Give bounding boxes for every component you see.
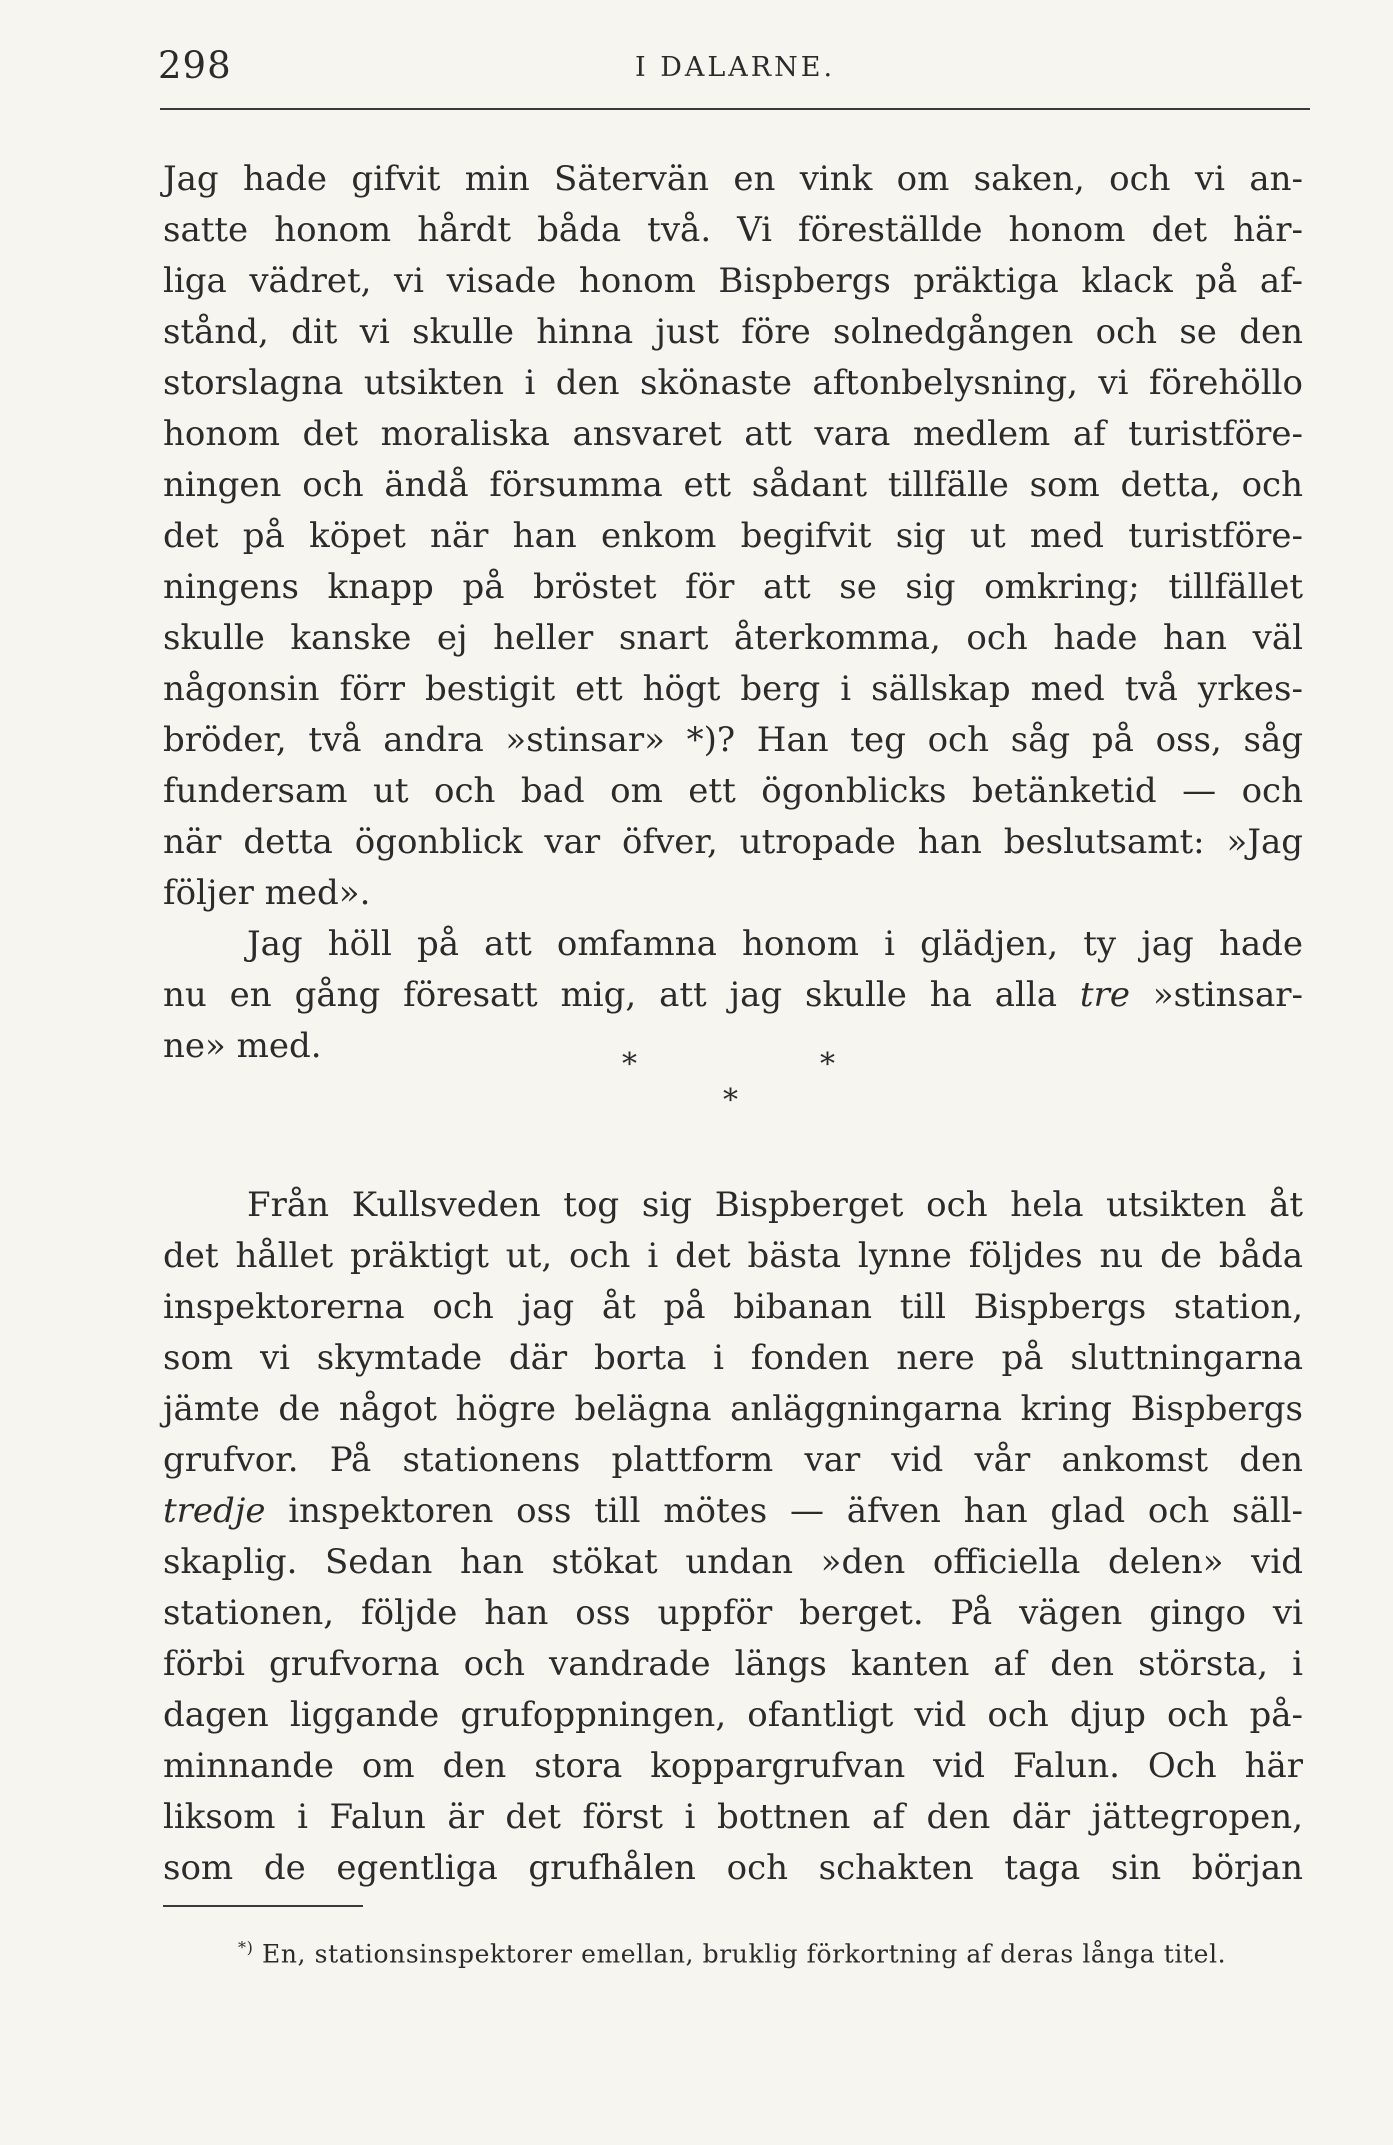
text-line: storslagna utsikten i den skönaste aftonbelysning, vi förehöllo	[163, 363, 1303, 403]
text-line: förbi grufvorna och vandrade längs kanten af den största, i	[163, 1644, 1303, 1684]
text-run: »stinsar-	[1129, 975, 1303, 1015]
footnote-text: En, stationsinspektorer emellan, bruklig förkortning af deras långa titel.	[253, 1939, 1227, 1969]
text-line: Från Kullsveden tog sig Bispberget och hela utsikten åt	[247, 1185, 1303, 1225]
text-line: satte honom hårdt båda två. Vi föreställde honom det här-	[163, 210, 1303, 250]
text-line: honom det moraliska ansvaret att vara medlem af turistföre-	[163, 414, 1303, 454]
text-line	[163, 1486, 1303, 1537]
text-line: ningens knapp på bröstet för att se sig omkring; tillfället	[163, 567, 1303, 607]
paragraph-1	[163, 154, 1303, 1072]
text-line: ne» med.	[163, 1026, 322, 1066]
text-line: som vi skymtade där borta i fonden nere på sluttningarna	[163, 1338, 1303, 1378]
text-line: fundersam ut och bad om ett ögonblicks betänketid — och	[163, 771, 1303, 811]
text-run: inspektoren oss till mötes — äfven han glad och säll-	[265, 1491, 1303, 1531]
text-line: någonsin förr bestigit ett högt berg i sällskap med två yrkes-	[163, 669, 1303, 709]
text-line: liksom i Falun är det först i bottnen af den där jättegropen,	[163, 1797, 1303, 1837]
text-line: bröder, två andra »stinsar» *)? Han teg och såg på oss, såg	[163, 720, 1303, 760]
text-line: liga vädret, vi visade honom Bispbergs präktiga klack på af-	[163, 261, 1303, 301]
text-line: stationen, följde han oss uppför berget. På vägen gingo vi	[163, 1593, 1303, 1633]
text-line: skulle kanske ej heller snart återkomma, och hade han väl	[163, 618, 1303, 658]
text-line: minnande om den stora koppargrufvan vid Falun. Och här	[163, 1746, 1303, 1786]
text-line: det på köpet när han enkom begifvit sig ut med turistföre-	[163, 516, 1303, 556]
text-line: Jag höll på att omfamna honom i glädjen, ty jag hade	[247, 924, 1303, 964]
italic-text-run: tre	[1079, 975, 1130, 1015]
footnote-marker: *)	[238, 1938, 254, 1957]
text-line	[163, 970, 1303, 1021]
italic-text-run: tredje	[163, 1491, 266, 1531]
text-line: grufvor. På stationens plattform var vid vår ankomst den	[163, 1440, 1303, 1480]
text-run: nu en gång föresatt mig, att jag skulle ha alla	[163, 975, 1080, 1015]
footnote	[238, 1938, 1226, 1968]
footnote-rule	[163, 1905, 363, 1907]
text-line: jämte de något högre belägna anläggningarna kring Bispbergs	[163, 1389, 1303, 1429]
text-line: inspektorerna och jag åt på bibanan till Bispbergs station,	[163, 1287, 1303, 1327]
text-line: följer med».	[163, 873, 371, 913]
page-number: 298	[158, 44, 232, 87]
text-line: det hållet präktigt ut, och i det bästa lynne följdes nu de båda	[163, 1236, 1303, 1276]
asterism-star-left: *	[622, 1047, 637, 1082]
text-line: dagen liggande grufoppningen, ofantligt vid och djup och på-	[163, 1695, 1303, 1735]
section-asterism	[0, 1047, 1393, 1120]
asterism-star-right: *	[820, 1047, 835, 1082]
text-line: skaplig. Sedan han stökat undan »den officiella delen» vid	[163, 1542, 1303, 1582]
text-line: ningen och ändå försumma ett sådant tillfälle som detta, och	[163, 465, 1303, 505]
text-line: Jag hade gifvit min Sätervän en vink om saken, och vi an-	[163, 159, 1303, 199]
header-rule	[160, 108, 1310, 110]
paragraph-3	[163, 1180, 1303, 1894]
text-line: stånd, dit vi skulle hinna just före solnedgången och se den	[163, 312, 1303, 352]
running-title: I DALARNE.	[634, 52, 836, 83]
text-line: som de egentliga grufhålen och schakten taga sin början	[163, 1848, 1303, 1888]
asterism-star-bottom: *	[723, 1083, 738, 1118]
text-line: när detta ögonblick var öfver, utropade han beslutsamt: »Jag	[163, 822, 1303, 862]
